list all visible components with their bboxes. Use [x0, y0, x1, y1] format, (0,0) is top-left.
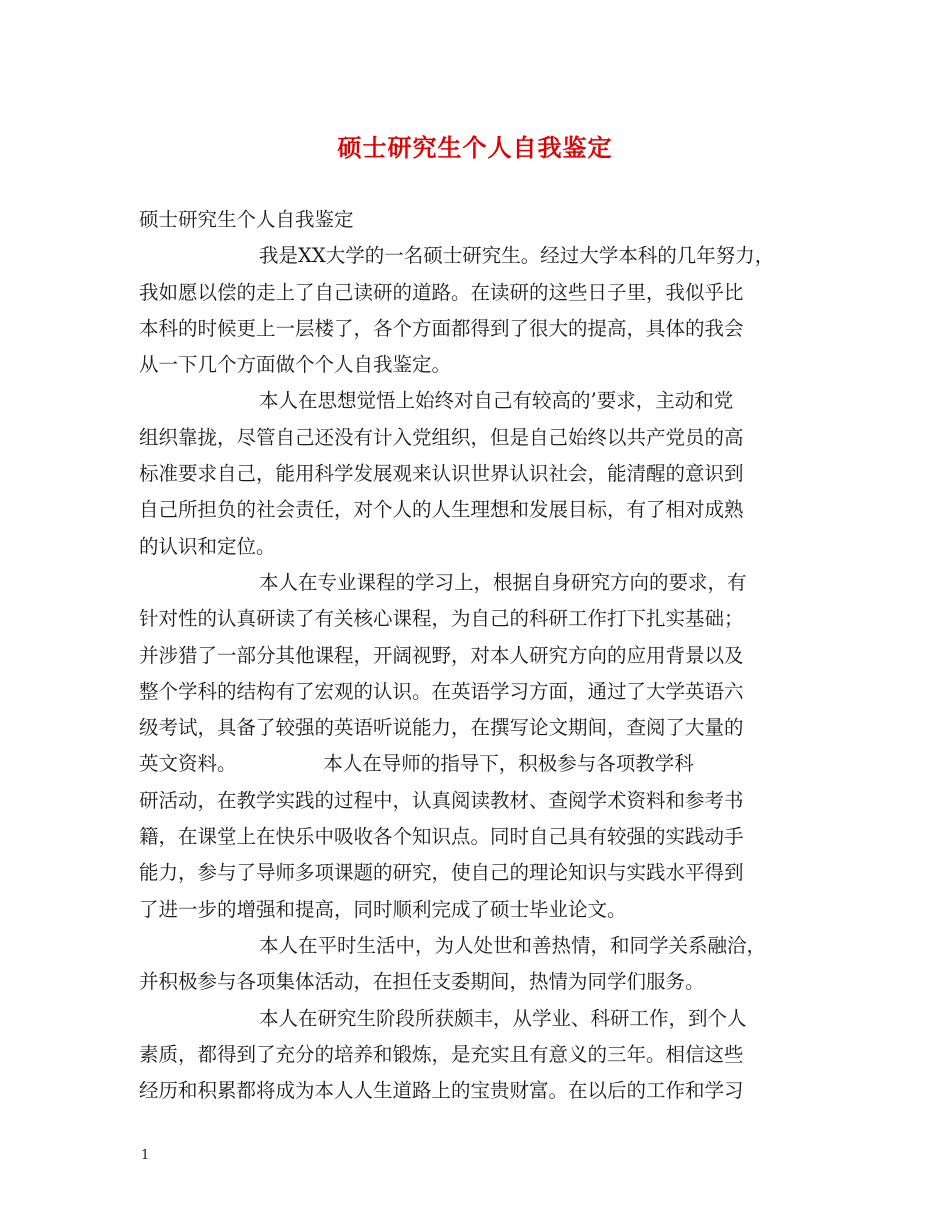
document-title: 硕士研究生个人自我鉴定 [337, 133, 613, 162]
text-line: 硕士研究生个人自我鉴定 [139, 208, 354, 231]
text-line: 了进一步的增强和提高，同时顺利完成了硕士毕业论文。 [139, 897, 627, 921]
text-line: 并涉猎了一部分其他课程，开阔视野，对本人研究方向的应用背景以及 [139, 643, 744, 667]
text-line: 并积极参与各项集体活动，在担任支委期间，热情为同学们服务。 [139, 970, 705, 994]
text-line: 组织靠拢，尽管自己还没有计入党组织，但是自己始终以共产党员的高 [139, 425, 744, 449]
text-line: 本人在研究生阶段所获颇丰，从学业、科研工作，到个人 [259, 1006, 747, 1030]
text-line: 素质，都得到了充分的培养和锻炼，是充实且有意义的三年。相信这些 [139, 1042, 744, 1066]
text-line: 自己所担负的社会责任，对个人的人生理想和发展目标，有了相对成熟 [139, 498, 744, 522]
text-line: 针对性的认真研读了有关核心课程，为自己的科研工作打下扎实基础； [139, 607, 744, 631]
text-line: 经历和积累都将成为本人人生道路上的宝贵财富。在以后的工作和学习 [139, 1079, 744, 1103]
text-line: 英文资料。 本人在导师的指导下，积极参与各项教学科 [139, 752, 694, 776]
text-line: 的认识和定位。 [139, 534, 276, 558]
text-line: 级考试，具备了较强的英语听说能力，在撰写论文期间，查阅了大量的 [139, 716, 744, 740]
text-line: 本科的时候更上一层楼了，各个方面都得到了很大的提高，具体的我会 [139, 316, 744, 340]
text-line: 本人在思想觉悟上始终对自己有较高的’要求，主动和党 [259, 389, 734, 413]
text-line: 从一下几个方面做个个人自我鉴定。 [139, 353, 452, 377]
text-line: 标准要求自己，能用科学发展观来认识世界认识社会，能清醒的意识到 [139, 462, 744, 486]
text-line: 本人在专业课程的学习上，根据自身研究方向的要求，有 [259, 570, 747, 594]
page-number: 1 [141, 1148, 150, 1163]
document-body [139, 202, 829, 1109]
text-line: 整个学科的结构有了宏观的认识。在英语学习方面，通过了大学英语六 [139, 679, 744, 703]
text-line: 本人在平时生活中，为人处世和善热情，和同学关系融洽， [259, 933, 767, 957]
text-line: 籍，在课堂上在快乐中吸收各个知识点。同时自己具有较强的实践动手 [139, 825, 744, 849]
text-line: 我如愿以偿的走上了自己读研的道路。在读研的这些日子里，我似乎比 [139, 280, 744, 304]
text-line: 我是XX大学的一名硕士研究生。经过大学本科的几年努力， [259, 244, 775, 268]
text-line: 研活动，在教学实践的过程中，认真阅读教材、查阅学术资料和参考书 [139, 788, 744, 812]
text-line: 能力，参与了导师多项课题的研究，使自己的理论知识与实践水平得到 [139, 861, 744, 885]
